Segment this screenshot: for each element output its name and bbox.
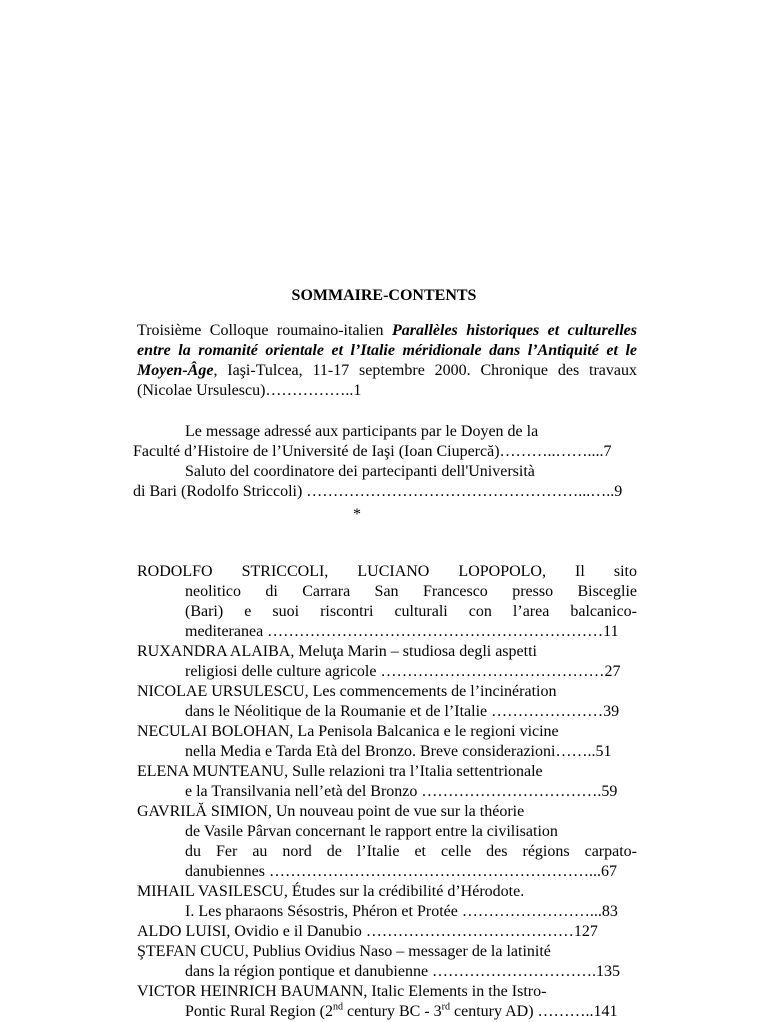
entry-line: de Vasile Pârvan concernant le rapport entre la civilisation <box>185 823 558 840</box>
list-item <box>137 722 637 762</box>
entry-line: nella Media e Tarda Età del Bronzo. Breve considerazioni……..51 <box>185 743 612 760</box>
entry-text: century BC - 3 <box>342 1003 442 1020</box>
list-item <box>137 802 637 882</box>
ordinal-suffix: rd <box>441 1002 450 1013</box>
list-item <box>137 562 637 642</box>
intro-paragraph <box>137 321 637 401</box>
entry-line: NICOLAE URSULESCU, Les commencements de l’incinération <box>137 683 557 700</box>
contents-list <box>137 562 637 1022</box>
intro-text <box>137 321 637 401</box>
message-coordinatore <box>133 462 637 502</box>
entry-text: century AD) ………..141 <box>449 1003 618 1020</box>
entry-line: du Fer au nord de l’Italie et celle des régions carpato- <box>185 843 637 860</box>
ordinal-suffix: nd <box>332 1002 343 1013</box>
entry-line: dans le Néolitique de la Roumanie et de l’Italie …………………39 <box>185 703 620 720</box>
message-line: di Bari (Rodolfo Striccoli) ……………………………………………...…..9 <box>133 483 623 500</box>
entry-line: religiosi delle culture agricole ……………………………………27 <box>185 663 621 680</box>
list-item <box>137 682 637 722</box>
entry-line: VICTOR HEINRICH BAUMANN, Italic Elements in the Istro- <box>137 983 547 1000</box>
entry-line: (Bari) e suoi riscontri culturali con l’area balcanico- <box>185 603 637 620</box>
entry-text: Pontic Rural Region (2 <box>185 1003 333 1020</box>
entry-line: RUXANDRA ALAIBA, Meluţa Marin – studiosa degli aspetti <box>137 643 537 660</box>
list-item <box>137 942 637 982</box>
entry-line: ELENA MUNTEANU, Sulle relazioni tra l’Italia settentrionale <box>137 763 543 780</box>
list-item <box>137 882 637 922</box>
entry-line: mediteranea ………………………………………………………11 <box>185 623 619 640</box>
entry-line: danubiennes ……………………………………………………...67 <box>185 863 617 880</box>
entry-line: neolitico di Carrara San Francesco presso Bisceglie <box>185 583 637 600</box>
intro-text-start: Troisième Colloque roumaino-italien <box>137 322 393 339</box>
message-line: Faculté d’Histoire de l’Université de Iaşi (Ioan Ciupercă)………..……....7 <box>133 443 612 460</box>
list-item <box>137 762 637 802</box>
intro-text-end: , Iaşi-Tulcea, 11-17 septembre 2000. Chronique des travaux (Nicolae Ursulescu)……………..1 <box>137 362 637 399</box>
intro-colloquium-title: Parallèles historiques et culturelles entre la romanité orientale et l’Italie méridionale dans l’Antiquité et le Moyen-Âge <box>137 322 637 379</box>
entry-line: e la Transilvania nell’età del Bronzo …………………………….59 <box>185 783 618 800</box>
entry-line: GAVRILĂ SIMION, Un nouveau point de vue sur la théorie <box>137 803 525 820</box>
message-doyen <box>133 422 637 462</box>
separator: * <box>353 506 361 523</box>
list-item <box>137 922 637 942</box>
list-item <box>137 982 637 1022</box>
entry-line <box>137 1002 637 1022</box>
entry-line: MIHAIL VASILESCU, Études sur la crédibilité d’Hérodote. <box>137 883 525 900</box>
message-line: Saluto del coordinatore dei partecipanti dell'Università <box>185 463 535 480</box>
message-line: Le message adressé aux participants par le Doyen de la <box>185 423 539 440</box>
entry-line: I. Les pharaons Sésostris, Phéron et Protée ……………………...83 <box>185 903 618 920</box>
entry-line: ALDO LUISI, Ovidio e il Danubio …………………………………127 <box>137 923 598 940</box>
entry-line: ŞTEFAN CUCU, Publius Ovidius Naso – messager de la latinité <box>137 943 551 960</box>
list-item <box>137 642 637 682</box>
entry-line: dans la région pontique et danubienne ………………………….135 <box>185 963 621 980</box>
entry-line: NECULAI BOLOHAN, La Penisola Balcanica e le regioni vicine <box>137 723 559 740</box>
entry-line: RODOLFO STRICCOLI, LUCIANO LOPOPOLO, Il sito <box>137 563 637 580</box>
page-title: SOMMAIRE-CONTENTS <box>291 287 477 304</box>
